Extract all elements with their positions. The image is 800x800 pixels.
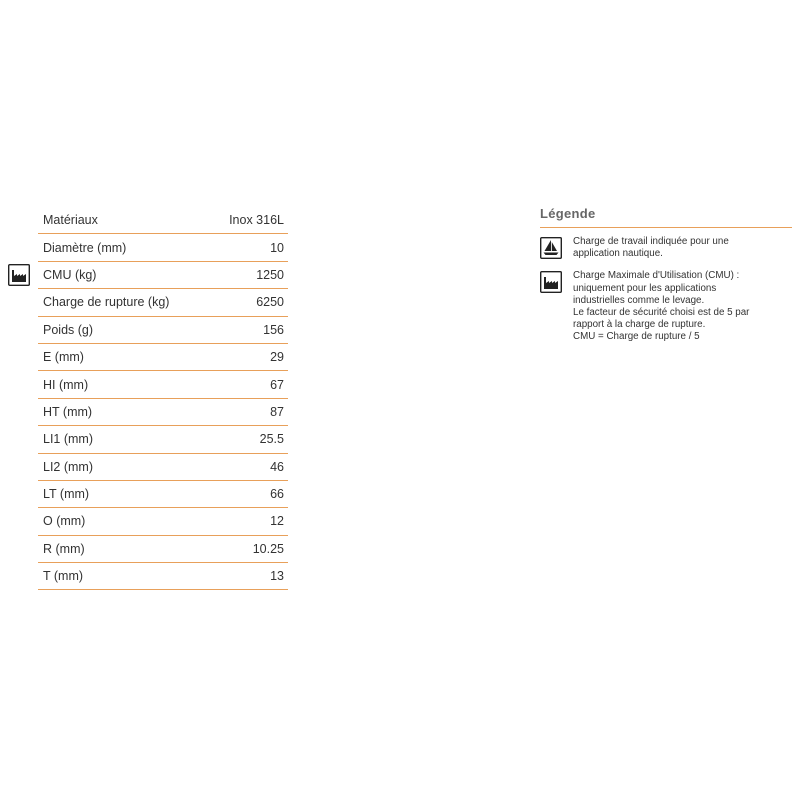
legend-title: Légende bbox=[540, 206, 792, 228]
spec-value: 12 bbox=[270, 514, 284, 529]
spec-label: E (mm) bbox=[43, 350, 84, 365]
legend-panel bbox=[540, 206, 792, 354]
spec-row-o bbox=[38, 508, 288, 535]
spec-row-materiaux bbox=[38, 207, 288, 234]
legend-line: industrielles comme le levage. bbox=[573, 294, 705, 306]
legend-text-cmu bbox=[573, 270, 749, 343]
spec-row-lt bbox=[38, 481, 288, 508]
spec-label: LI2 (mm) bbox=[43, 459, 93, 474]
spec-label: LI1 (mm) bbox=[43, 432, 93, 447]
spec-value: 87 bbox=[270, 404, 284, 419]
spec-value: 66 bbox=[270, 487, 284, 502]
legend-line: Charge Maximale d'Utilisation (CMU) : bbox=[573, 270, 740, 282]
spec-row-ht bbox=[38, 399, 288, 426]
spec-value: 13 bbox=[270, 569, 284, 584]
legend-line: Charge de travail indiquée pour une bbox=[573, 236, 729, 247]
legend-line: CMU = Charge de rupture / 5 bbox=[573, 331, 700, 343]
legend-text-nautical bbox=[573, 236, 729, 260]
spec-value: 156 bbox=[263, 322, 284, 337]
spec-row-t bbox=[38, 563, 288, 590]
spec-row-li1 bbox=[38, 426, 288, 453]
spec-label: CMU (kg) bbox=[43, 267, 97, 282]
spec-value: 6250 bbox=[256, 295, 284, 310]
factory-icon bbox=[8, 264, 30, 286]
spec-value: 46 bbox=[270, 459, 284, 474]
legend-line: application nautique. bbox=[573, 248, 663, 260]
legend-line: rapport à la charge de rupture. bbox=[573, 319, 706, 331]
spec-value: 10.25 bbox=[252, 541, 284, 556]
spec-label: Charge de rupture (kg) bbox=[43, 295, 170, 310]
spec-row-li2 bbox=[38, 454, 288, 481]
spec-value: 67 bbox=[270, 377, 284, 392]
spec-label: R (mm) bbox=[43, 541, 85, 556]
spec-row-poids bbox=[38, 317, 288, 344]
legend-item-cmu bbox=[540, 270, 792, 343]
spec-row-e bbox=[38, 344, 288, 371]
spec-label: O (mm) bbox=[43, 514, 86, 529]
spec-value: 10 bbox=[270, 240, 284, 255]
specifications-table bbox=[38, 207, 288, 590]
spec-row-cmu bbox=[38, 262, 288, 289]
spec-label: HT (mm) bbox=[43, 404, 93, 419]
spec-label: Diamètre (mm) bbox=[43, 240, 127, 255]
spec-label: HI (mm) bbox=[43, 377, 89, 392]
spec-row-diametre bbox=[38, 234, 288, 261]
legend-item-nautical bbox=[540, 236, 792, 260]
legend-line: Le facteur de sécurité choisi est de 5 par bbox=[573, 307, 750, 319]
legend-line: uniquement pour les applications bbox=[573, 282, 717, 294]
spec-value: 29 bbox=[270, 350, 284, 365]
factory-icon bbox=[540, 271, 562, 293]
spec-value: 25.5 bbox=[259, 432, 284, 447]
spec-value: 1250 bbox=[256, 267, 284, 282]
spec-row-hi bbox=[38, 371, 288, 398]
spec-row-charge-rupture bbox=[38, 289, 288, 316]
spec-label: LT (mm) bbox=[43, 487, 90, 502]
spec-row-r bbox=[38, 536, 288, 563]
sailboat-icon bbox=[540, 237, 562, 259]
spec-value: Inox 316L bbox=[229, 213, 284, 228]
spec-label: Poids (g) bbox=[43, 322, 94, 337]
spec-label: Matériaux bbox=[43, 213, 98, 228]
spec-label: T (mm) bbox=[43, 569, 84, 584]
